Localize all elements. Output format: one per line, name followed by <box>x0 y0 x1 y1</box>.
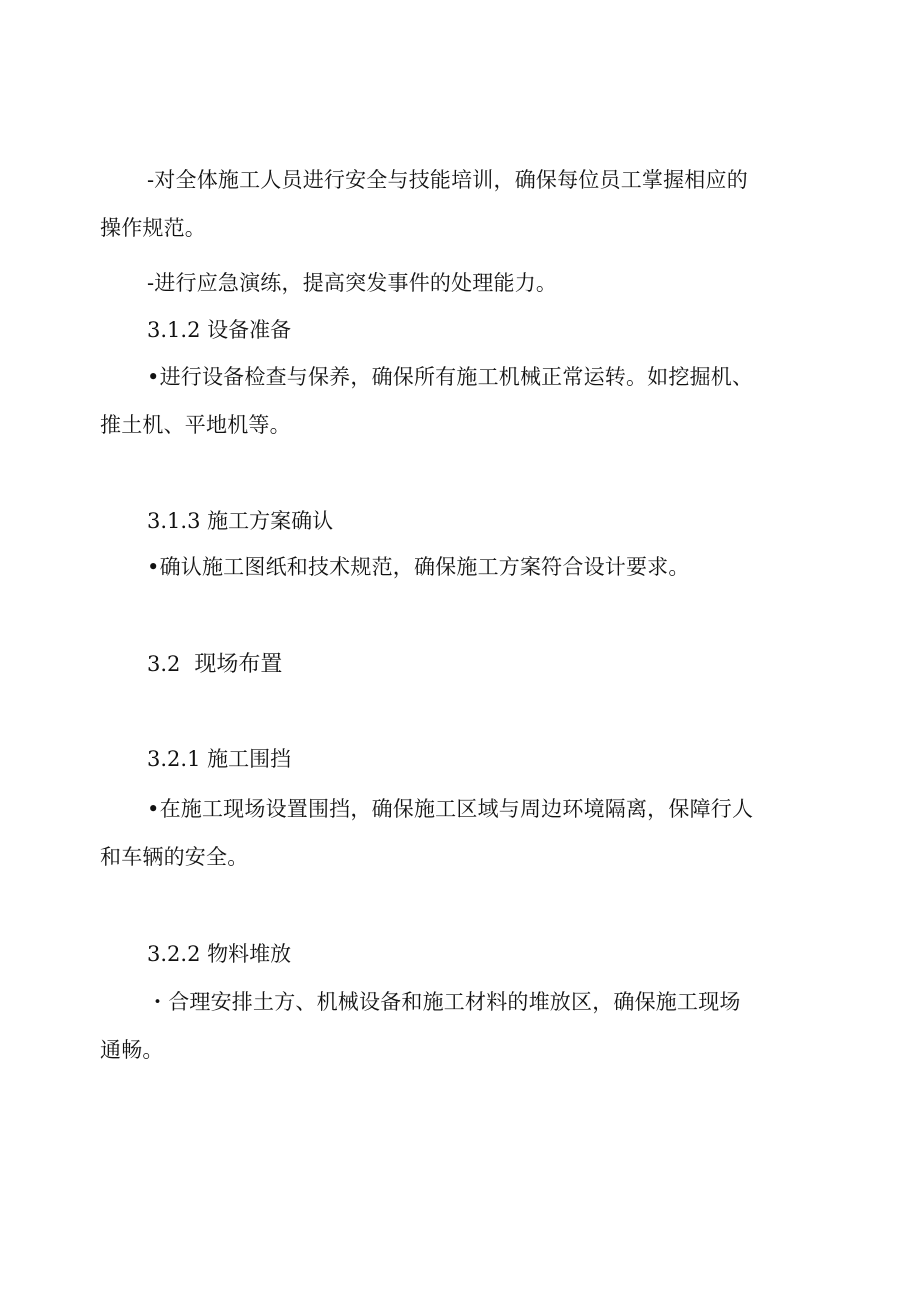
plan-confirm-paragraph: •确认施工图纸和技术规范，确保施工方案符合设计要求。 <box>147 555 690 579</box>
fence-paragraph-line-1: •在施工现场设置围挡，确保施工区域与周边环境隔离，保障行人 <box>147 797 754 821</box>
heading-3-2-number: 3.2 <box>147 652 181 676</box>
equipment-paragraph-line-1: •进行设备检查与保养，确保所有施工机械正常运转。如挖掘机、 <box>147 365 754 389</box>
training-paragraph-line-2: 操作规范。 <box>100 216 206 240</box>
heading-3-2 <box>147 649 282 680</box>
heading-3-1-2: 3.1.2 设备准备 <box>147 318 292 342</box>
heading-3-2-1: 3.2.1 施工围挡 <box>147 747 292 771</box>
heading-3-1-3: 3.1.3 施工方案确认 <box>147 509 334 533</box>
fence-paragraph-line-2: 和车辆的安全。 <box>100 845 249 869</box>
storage-paragraph-line-2: 通畅。 <box>100 1038 164 1062</box>
storage-paragraph-line-1: ・合理安排土方、机械设备和施工材料的堆放区，确保施工现场 <box>147 990 741 1014</box>
drill-paragraph: -进行应急演练，提高突发事件的处理能力。 <box>147 271 558 295</box>
heading-3-2-2: 3.2.2 物料堆放 <box>147 942 292 966</box>
heading-3-2-title: 现场布置 <box>194 652 283 677</box>
training-paragraph-line-1: -对全体施工人员进行安全与技能培训，确保每位员工掌握相应的 <box>147 168 748 192</box>
equipment-paragraph-line-2: 推土机、平地机等。 <box>100 413 291 437</box>
